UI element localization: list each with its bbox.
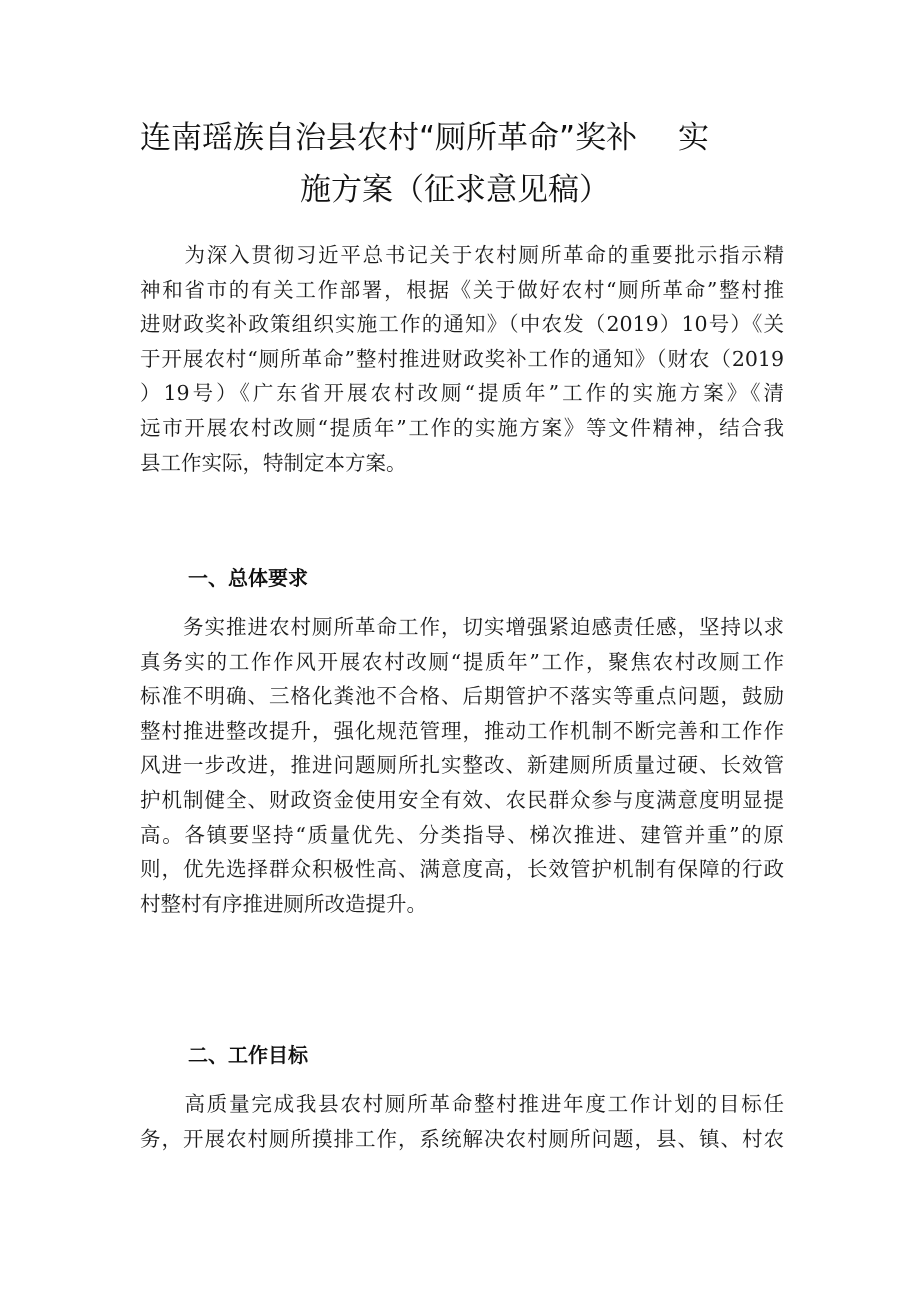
intro-line: 进财政奖补政策组织实施工作的通知》（中农发（2019）10号）《关 xyxy=(140,312,784,337)
section-1-line: 高。各镇要坚持“质量优先、分类指导、梯次推进、建管并重”的原 xyxy=(140,822,784,847)
section-1-line: 风进一步改进，推进问题厕所扎实整改、新建厕所质量过硬、长效管 xyxy=(140,753,784,778)
intro-line: 县工作实际，特制定本方案。 xyxy=(140,450,407,475)
section-2-line: 务，开展农村厕所摸排工作，系统解决农村厕所问题，县、镇、村农 xyxy=(140,1126,784,1151)
intro-line: 于开展农村“厕所革命”整村推进财政奖补工作的通知》（财农（2019 xyxy=(140,346,784,371)
document-title-line-1: 连南瑶族自治县农村“厕所革命”奖补 实 xyxy=(140,120,709,156)
intro-paragraph xyxy=(140,238,784,480)
section-1-line: 则，优先选择群众积极性高、满意度高，长效管护机制有保障的行政 xyxy=(140,857,784,882)
intro-line: 远市开展农村改厕“提质年”工作的实施方案》等文件精神，结合我 xyxy=(140,415,784,440)
document-title-line-2: 施方案（征求意见稿） xyxy=(300,172,610,208)
section-1-line: 务实推进农村厕所革命工作，切实增强紧迫感责任感，坚持以求 xyxy=(140,615,784,639)
intro-line: ）19号）《广东省开展农村改厕“提质年”工作的实施方案》《清 xyxy=(140,381,784,406)
section-1-paragraph xyxy=(140,610,784,921)
section-2-paragraph xyxy=(140,1087,784,1156)
intro-line: 神和省市的有关工作部署，根据《关于做好农村“厕所革命”整村推 xyxy=(140,277,784,302)
section-2-line: 高质量完成我县农村厕所革命整村推进年度工作计划的目标任 xyxy=(140,1092,784,1116)
section-2-heading: 二、工作目标 xyxy=(188,1043,308,1067)
section-1-line: 护机制健全、财政资金使用安全有效、农民群众参与度满意度明显提 xyxy=(140,787,784,812)
section-1-line: 标准不明确、三格化粪池不合格、后期管护不落实等重点问题，鼓励 xyxy=(140,684,784,709)
section-1-line: 整村推进整改提升，强化规范管理，推动工作机制不断完善和工作作 xyxy=(140,718,784,743)
section-1-heading: 一、总体要求 xyxy=(188,566,308,590)
intro-line: 为深入贯彻习近平总书记关于农村厕所革命的重要批示指示精 xyxy=(140,243,784,267)
section-1-line: 真务实的工作作风开展农村改厕“提质年”工作，聚焦农村改厕工作 xyxy=(140,649,784,674)
section-1-line: 村整村有序推进厕所改造提升。 xyxy=(140,891,427,916)
